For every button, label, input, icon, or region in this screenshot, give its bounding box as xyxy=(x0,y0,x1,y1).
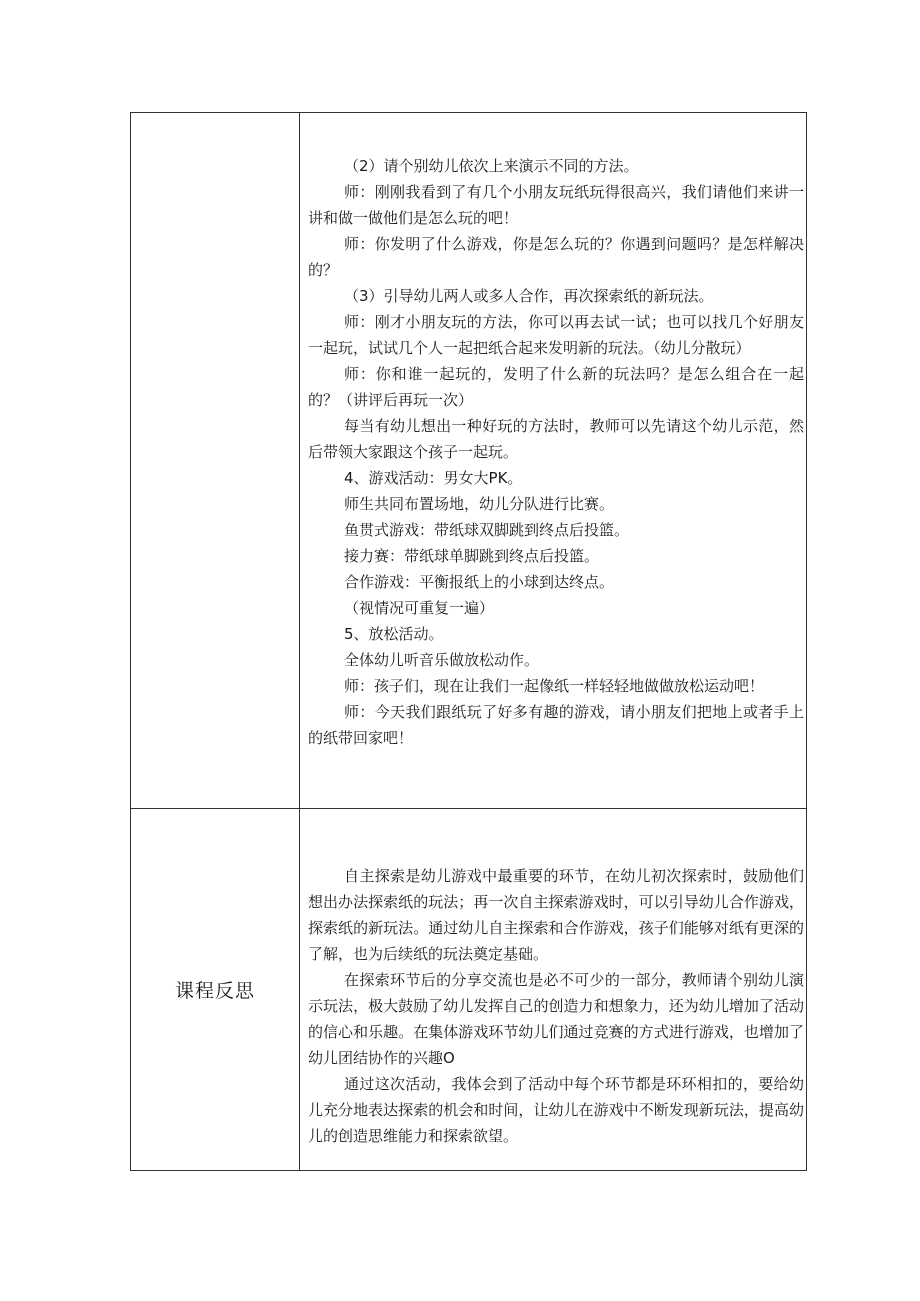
lesson-plan-table xyxy=(130,112,807,1171)
paragraph: 师：你发明了什么游戏，你是怎么玩的？你遇到问题吗？是怎样解决的？ xyxy=(308,235,804,279)
row-label-cell-empty xyxy=(131,113,300,809)
paragraph: 自主探索是幼儿游戏中最重要的环节，在幼儿初次探索时，鼓励他们想出办法探索纸的玩法；再一次自主探索游戏时，可以引导幼儿合作游戏，探索纸的新玩法。通过幼儿自主探索和合作游戏，孩子们能够对纸有更深的了解，也为后续纸的玩法奠定基础。 xyxy=(308,867,804,963)
course-reflection-label: 课程反思 xyxy=(174,980,255,1002)
paragraph: 师：孩子们，现在让我们一起像纸一样轻轻地做做放松运动吧！ xyxy=(344,677,765,695)
paragraph: 接力赛：带纸球单脚跳到终点后投篮。 xyxy=(344,547,600,565)
paragraph: 师：刚才小朋友玩的方法，你可以再去试一试；也可以找几个好朋友一起玩，试试几个人一起把纸合起来发明新的玩法。（幼儿分散玩） xyxy=(308,313,804,357)
paragraph: 4、游戏活动：男女大PK。 xyxy=(344,469,523,487)
paragraph: 师：今天我们跟纸玩了好多有趣的游戏，请小朋友们把地上或者手上的纸带回家吧！ xyxy=(308,703,804,747)
course-reflection-row xyxy=(131,809,807,1171)
paragraph: 通过这次活动，我体会到了活动中每个环节都是环环相扣的，要给幼儿充分地表达探索的机会和时间，让幼儿在游戏中不断发现新玩法，提高幼儿的创造思维能力和探索欲望。 xyxy=(308,1075,804,1145)
activity-process-text xyxy=(300,113,806,759)
paragraph: 全体幼儿听音乐做放松动作。 xyxy=(344,651,540,669)
paragraph: 5、放松活动。 xyxy=(344,625,444,643)
activity-process-row xyxy=(131,113,807,809)
course-reflection-text xyxy=(300,809,806,1159)
row-label-cell xyxy=(131,809,300,1171)
paragraph: 师生共同布置场地，幼儿分队进行比赛。 xyxy=(344,495,615,513)
paragraph: 师：刚刚我看到了有几个小朋友玩纸玩得很高兴，我们请他们来讲一讲和做一做他们是怎么玩的吧！ xyxy=(308,183,804,227)
paragraph: 鱼贯式游戏：带纸球双脚跳到终点后投篮。 xyxy=(344,521,630,539)
activity-process-cell xyxy=(300,113,807,809)
course-reflection-cell xyxy=(300,809,807,1171)
paragraph: 师：你和谁一起玩的，发明了什么新的玩法吗？是怎么组合在一起的？（讲评后再玩一次） xyxy=(308,365,804,409)
paragraph: （3）引导幼儿两人或多人合作，再次探索纸的新玩法。 xyxy=(344,287,714,305)
paragraph: （视情况可重复一遍） xyxy=(344,599,495,617)
paragraph: （2）请个别幼儿依次上来演示不同的方法。 xyxy=(344,157,639,175)
paragraph: 每当有幼儿想出一种好玩的方法时，教师可以先请这个幼儿示范，然后带领大家跟这个孩子一起玩。 xyxy=(308,417,804,461)
paragraph: 在探索环节后的分享交流也是必不可少的一部分，教师请个别幼儿演示玩法，极大鼓励了幼儿发挥自己的创造力和想象力，还为幼儿增加了活动的信心和乐趣。在集体游戏环节幼儿们通过竞赛的方式进行游戏，也增加了幼儿团结协作的兴趣O xyxy=(308,971,804,1067)
paragraph: 合作游戏：平衡报纸上的小球到达终点。 xyxy=(344,573,615,591)
